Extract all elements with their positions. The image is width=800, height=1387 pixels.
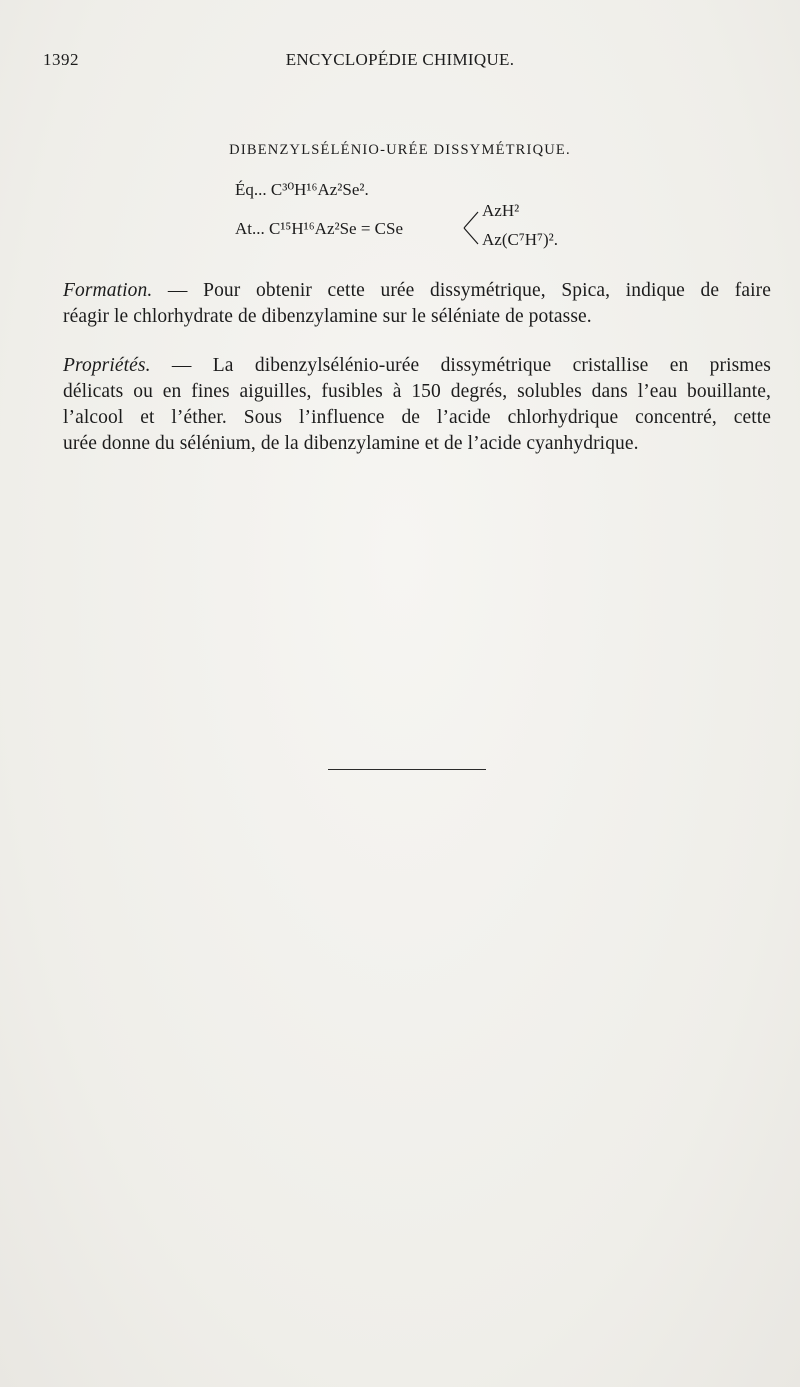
formation-paragraph (63, 278, 771, 330)
section-divider (328, 769, 486, 770)
branch-bottom: Az(C⁷H⁷)². (482, 230, 558, 249)
branch-top: AzH² (482, 201, 520, 220)
formation-line-2: réagir le chlorhydrate de dibenzylamine sur le séléniate de potasse. (63, 306, 592, 327)
proprietes-text-1: — La dibenzylsélénio-urée dissymétrique cristallise en prismes (150, 355, 771, 376)
section-title: DIBENZYLSÉLÉNIO-URÉE DISSYMÉTRIQUE. (229, 142, 571, 158)
proprietes-line-4: urée donne du sélénium, de la dibenzylamine et de l’acide cyanhydrique. (63, 433, 639, 454)
proprietes-paragraph (63, 353, 771, 457)
at-label: At... (235, 219, 265, 238)
proprietes-lead: Propriétés. (63, 355, 151, 376)
page-header (0, 50, 800, 76)
proprietes-line-3: l’alcool et l’éther. Sous l’influence de l’acide chlorhydrique concentré, cette (63, 407, 771, 428)
eq-label: Éq... (235, 180, 267, 199)
page-number: 1392 (43, 50, 79, 69)
formation-text-1: — Pour obtenir cette urée dissymétrique, Spica, indique de faire (152, 280, 771, 301)
running-head: ENCYCLOPÉDIE CHIMIQUE. (285, 50, 515, 69)
atomic-formula (235, 219, 403, 239)
formation-lead: Formation. (63, 280, 153, 301)
eq-formula: C³⁰H¹⁶Az²Se². (270, 180, 369, 199)
formula-branch (460, 198, 580, 258)
proprietes-line-2: délicats ou en fines aiguilles, fusibles à 150 degrés, solubles dans l’eau bouillante, (63, 381, 771, 402)
equivalent-formula (235, 180, 369, 200)
proprietes-line-1 (63, 353, 771, 379)
at-formula: C¹⁵H¹⁶Az²Se = CSe (269, 219, 404, 238)
formation-line-1 (63, 278, 771, 304)
branch-bracket-icon (460, 198, 482, 258)
